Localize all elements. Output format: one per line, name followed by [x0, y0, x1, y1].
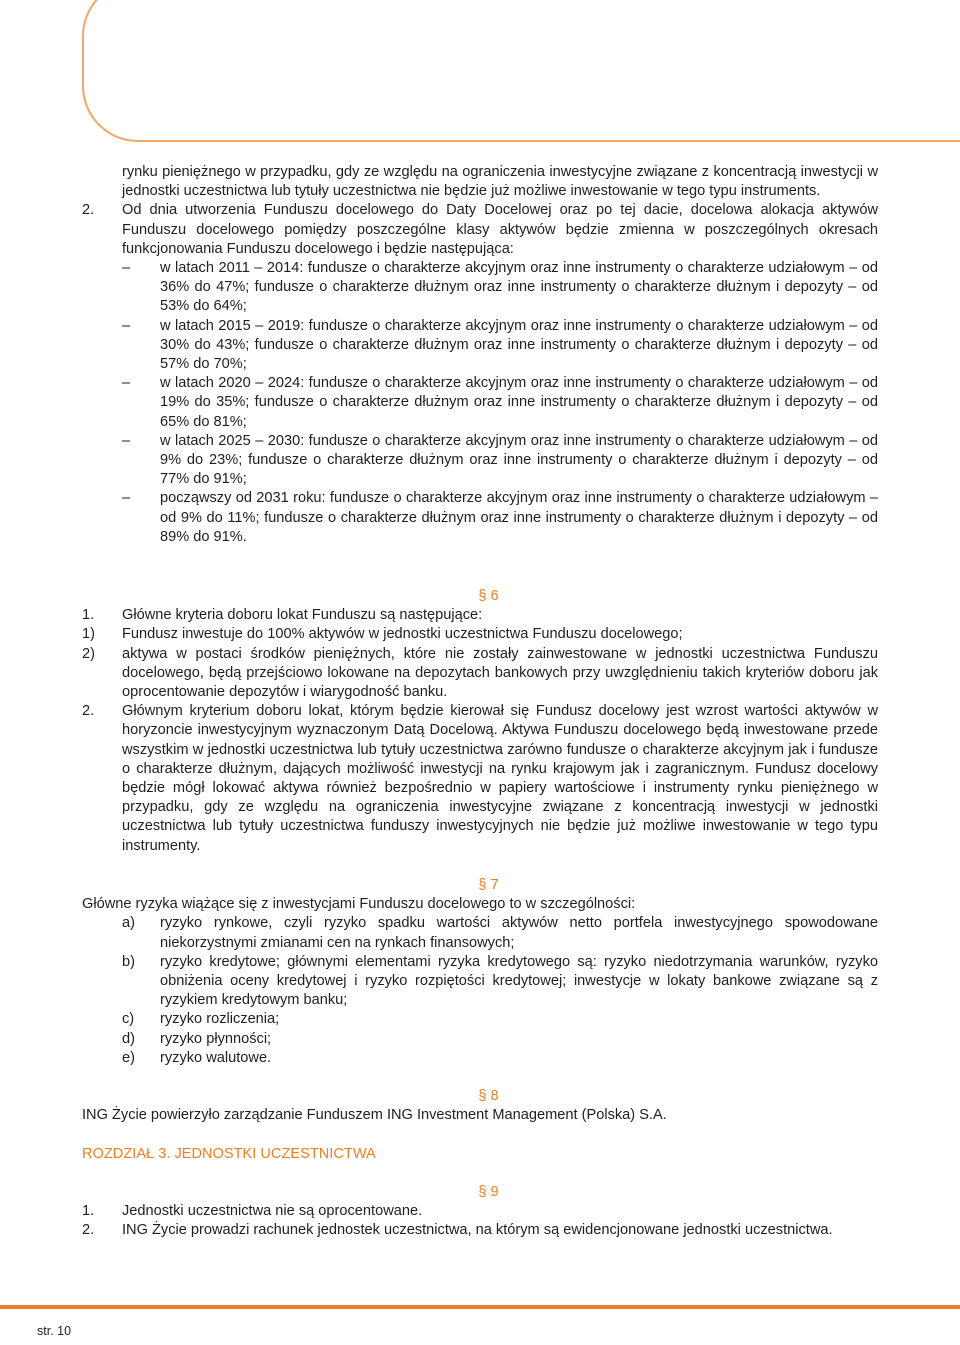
continuation-paragraph: [82, 163, 878, 201]
criteria-intro: [82, 606, 878, 625]
bullet-item: [82, 259, 878, 317]
bullet-item: [82, 489, 878, 547]
allocation-text: Od dnia utworzenia Funduszu docelowego do Daty Docelowej oraz po tej dacie, docelowa alokacja aktywów Funduszu docelowego pomiędzy poszczególne klasy aktywów będzie zmienna w poszczególnych okresach funkcjonowania Funduszu docelowego i będzie następująca:: [122, 202, 878, 257]
criteria-text: aktywa w postaci środków pieniężnych, które nie zostały zainwestowane w jednostki uczestnictwa Funduszu docelowego, będą przejściowo lokowane na depozytach bankowych przy uwzględnieniu takich kryteriów doboru jak oprocentowanie depozytów i wiarygodność banku.: [122, 645, 878, 701]
section-7-heading: § 7: [478, 877, 499, 893]
section-6: [82, 587, 878, 856]
risk-item: [82, 1049, 878, 1068]
section-6-heading: § 6: [478, 588, 499, 604]
criteria-intro-text: Główne kryteria doboru lokat Funduszu są następujące:: [122, 607, 483, 624]
item-number: 2.: [82, 202, 95, 219]
header-frame: [82, 0, 960, 142]
risk-text: ryzyko walutowe.: [160, 1049, 272, 1066]
item-letter: c): [122, 1011, 135, 1028]
bullet-text: począwszy od 2031 roku: fundusze o charakterze akcyjnym oraz inne instrumenty o charakterze udziałowym – od 9% do 11%; fundusze o charakterze dłużnym oraz inne instrumenty o charakterze dłużnym i depozyty – od 89% do 91%.: [160, 490, 878, 545]
risk-text: ryzyko rynkowe, czyli ryzyko spadku wartości aktywów netto portfela inwestycyjnego spowodowane niekorzystnymi zmianami cen na rynkach finansowych;: [160, 915, 878, 951]
continuation-text: rynku pieniężnego w przypadku, gdy ze względu na ograniczenia inwestycyjne związane z koncentracją inwestycji w jednostki uczestnictwa lub tytuły uczestnictwa nie będzie już możliwe inwestowanie w tego typu instruments.: [122, 164, 878, 200]
risk-text: ryzyko płynności;: [160, 1030, 272, 1047]
main-criterion-paragraph: [82, 702, 878, 856]
item-number: 2): [82, 645, 95, 662]
item-number: 2.: [82, 1222, 95, 1239]
allocation-paragraph: [82, 201, 878, 259]
item-number: 1.: [82, 1203, 95, 1220]
section-8-heading: § 8: [478, 1088, 499, 1104]
bullet-text: w latach 2015 – 2019: fundusze o charakterze akcyjnym oraz inne instrumenty o charakterze udziałowym – od 30% do 43%; fundusze o charakterze dłużnym oraz inne instrumenty o charakterze dłużnym i depozyty – od 57% do 70%;: [160, 317, 878, 373]
dash-marker: –: [122, 490, 131, 507]
footer-rule: [0, 1305, 960, 1309]
risk-text: ryzyko rozliczenia;: [160, 1011, 280, 1028]
item-letter: d): [122, 1030, 135, 1047]
criteria-text: Fundusz inwestuje do 100% aktywów w jednostki uczestnictwa Funduszu docelowego;: [122, 626, 683, 643]
section-8: [82, 1087, 878, 1164]
units-item: [82, 1202, 878, 1221]
page-number: str. 10: [37, 1324, 72, 1338]
content-top: [82, 163, 878, 547]
risk-item: [82, 914, 878, 952]
dash-marker: –: [122, 375, 131, 392]
units-text: Jednostki uczestnictwa nie są oprocentowane.: [122, 1203, 423, 1220]
section-9-heading: § 9: [478, 1184, 499, 1200]
bullet-item: [82, 317, 878, 375]
risk-item: [82, 1030, 878, 1049]
bullet-text: w latach 2011 – 2014: fundusze o charakterze akcyjnym oraz inne instrumenty o charakterze udziałowym – od 36% do 47%; fundusze o charakterze dłużnym oraz inne instrumenty o charakterze dłużnym i depozyty – od 53% do 64%;: [160, 260, 878, 315]
risk-item: [82, 1010, 878, 1029]
dash-marker: –: [122, 432, 131, 449]
item-letter: e): [122, 1049, 135, 1066]
criteria-item: [82, 625, 878, 644]
units-item: [82, 1221, 878, 1240]
item-number: 1.: [82, 607, 95, 624]
section-9: [82, 1183, 878, 1241]
risk-text: ryzyko kredytowe; głównymi elementami ryzyka kredytowego są: ryzyko niedotrzymania warunków, ryzyko obniżenia oceny kredytowej i ryzyko rozpiętości kredytowej; inwestycje w lokaty bankowe związane są z ryzykiem kredytowym banku;: [160, 953, 878, 1009]
section-7: [82, 876, 878, 1068]
chapter-heading: ROZDZIAŁ 3. JEDNOSTKI UCZESTNICTWA: [82, 1145, 376, 1162]
main-criterion-text: Głównym kryterium doboru lokat, którym będzie kierował się Fundusz docelowy jest wzrost wartości aktywów w horyzoncie inwestycyjnym wyznaczonym Datą Docelową. Aktywa Funduszu docelowego będą inwestowane przede wszystkim w jednostki uczestnictwa lub tytuły uczestnictwa zarówno fundusze o charakterze akcyjnym jak i fundusze o charakterze dłużnym, dających możliwość inwestycji na rynku krajowym jak i zagranicznym. Fundusz docelowy będzie mógł lokować aktywa również bezpośrednio w papiery wartościowe i instrumenty rynku pieniężnego w przypadku, gdy ze względu na ograniczenia inwestycyjne związane z koncentracją inwestycji w jednostki uczestnictwa lub tytuły uczestnictwa funduszy inwestycyjnych nie będzie już możliwe inwestowanie w tego typu instrumenty.: [122, 703, 878, 854]
criteria-item: [82, 645, 878, 703]
bullet-text: w latach 2020 – 2024: fundusze o charakterze akcyjnym oraz inne instrumenty o charakterze udziałowym – od 19% do 35%; fundusze o charakterze dłużnym oraz inne instrumenty o charakterze dłużnym i depozyty – od 65% do 81%;: [160, 375, 878, 430]
bullet-item: [82, 374, 878, 432]
item-number: 2.: [82, 703, 95, 720]
bullet-text: w latach 2025 – 2030: fundusze o charakterze akcyjnym oraz inne instrumenty o charakterze udziałowym – od 9% do 23%; fundusze o charakterze dłużnym oraz inne instrumenty o charakterze dłużnym i depozyty – od 77% do 91%;: [160, 432, 878, 488]
dash-marker: –: [122, 317, 131, 334]
item-letter: b): [122, 953, 135, 970]
units-text: ING Życie prowadzi rachunek jednostek uczestnictwa, na którym są ewidencjonowane jednostki uczestnictwa.: [122, 1222, 833, 1239]
dash-marker: –: [122, 260, 131, 277]
item-letter: a): [122, 915, 135, 932]
management-text: ING Życie powierzyło zarządzanie Funduszem ING Investment Management (Polska) S.A.: [82, 1107, 667, 1124]
bullet-item: [82, 432, 878, 490]
risks-intro: Główne ryzyka wiążące się z inwestycjami Funduszu docelowego to w szczególności:: [82, 896, 636, 913]
risk-item: [82, 953, 878, 1011]
item-number: 1): [82, 626, 95, 643]
